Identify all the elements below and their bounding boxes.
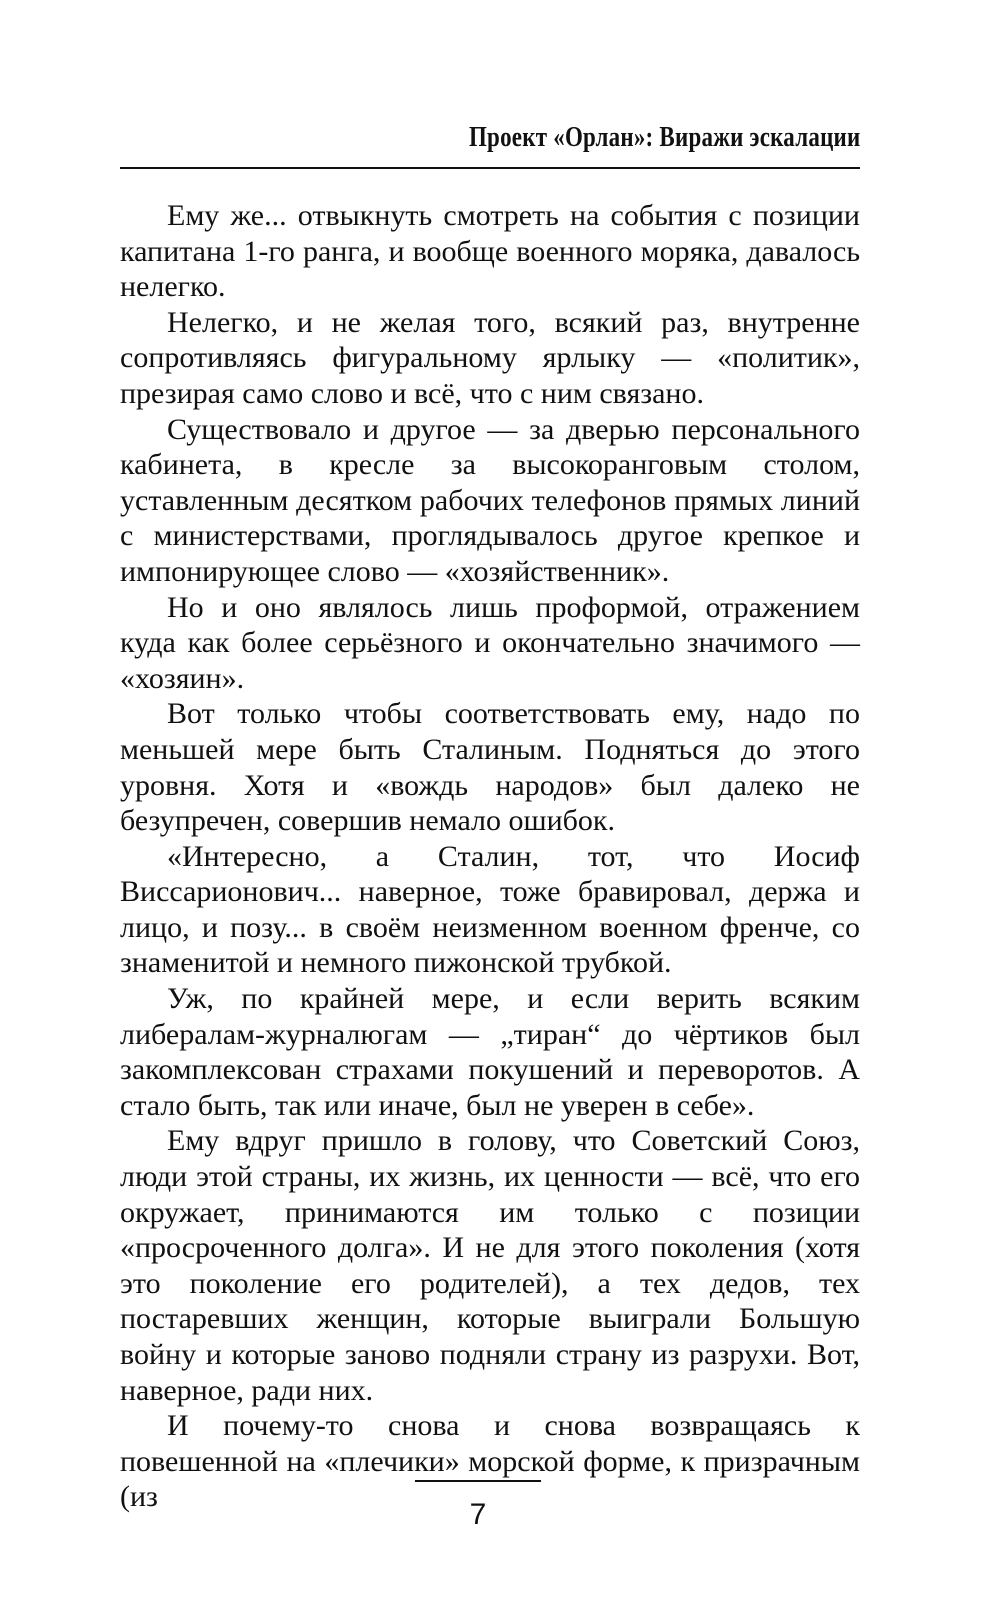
body-text (120, 198, 860, 1515)
book-page (120, 0, 860, 1616)
paragraph: Ему вдруг пришло в голову, что Советский Союз, люди этой страны, их жизнь, их ценности — всё, что его окружает, принимаются им только с позиции «просроченного долга». И не для этого поколения (хотя это поколение его родителей), а тех дедов, тех постаревших женщин, которые выиграли Большую войну и которые заново подняли страну из разрухи. Вот, наверное, ради них. (120, 1124, 860, 1407)
paragraph: И почему-то снова и снова возвращаясь к повешенной на «плечики» морской форме, к призрачным (из (120, 1409, 860, 1514)
paragraph: Но и оно являлось лишь проформой, отражением куда как более серьёзного и окончательно значимого — «хозяин». (120, 590, 860, 695)
paragraph: Ему же... отвыкнуть смотреть на события с позиции капитана 1-го ранга, и вообще военного моряка, давалось нелегко. (120, 199, 860, 304)
paragraph: Существовало и другое — за дверью персонального кабинета, в кресле за высокоранговым столом, уставленным десятком рабочих телефонов прямых линий с министерствами, проглядывалось другое крепкое и импонирующее слово — «хозяйственник». (120, 412, 860, 588)
running-header-title: Проект «Орлан»: Виражи эскалации (468, 122, 860, 153)
paragraph: Вот только чтобы соответствовать ему, надо по меньшей мере быть Сталиным. Подняться до этого уровня. Хотя и «вождь народов» был далеко не безупречен, совершив немало ошибок. (120, 697, 860, 838)
footer-rule (415, 1480, 541, 1482)
paragraph: «Интересно, а Сталин, тот, что Иосиф Виссарионович... наверное, тоже бравировал, держа и лицо, и позу... в своём неизменном военном френче, со знаменитой и немного пижонской трубкой. (120, 839, 860, 980)
paragraph: Нелегко, и не желая того, всякий раз, внутренне сопротивляясь фигуральному ярлыку — «политик», презирая само слово и всё, что с ним связано. (120, 305, 860, 410)
page-number: 7 (469, 1498, 487, 1531)
paragraph: Уж, по крайней мере, и если верить всяким либералам-журналюгам — „тиран“ до чёртиков был закомплексован страхами покушений и переворотов. А стало быть, так или иначе, был не уверен в себе». (120, 982, 860, 1122)
header-rule (120, 167, 860, 169)
